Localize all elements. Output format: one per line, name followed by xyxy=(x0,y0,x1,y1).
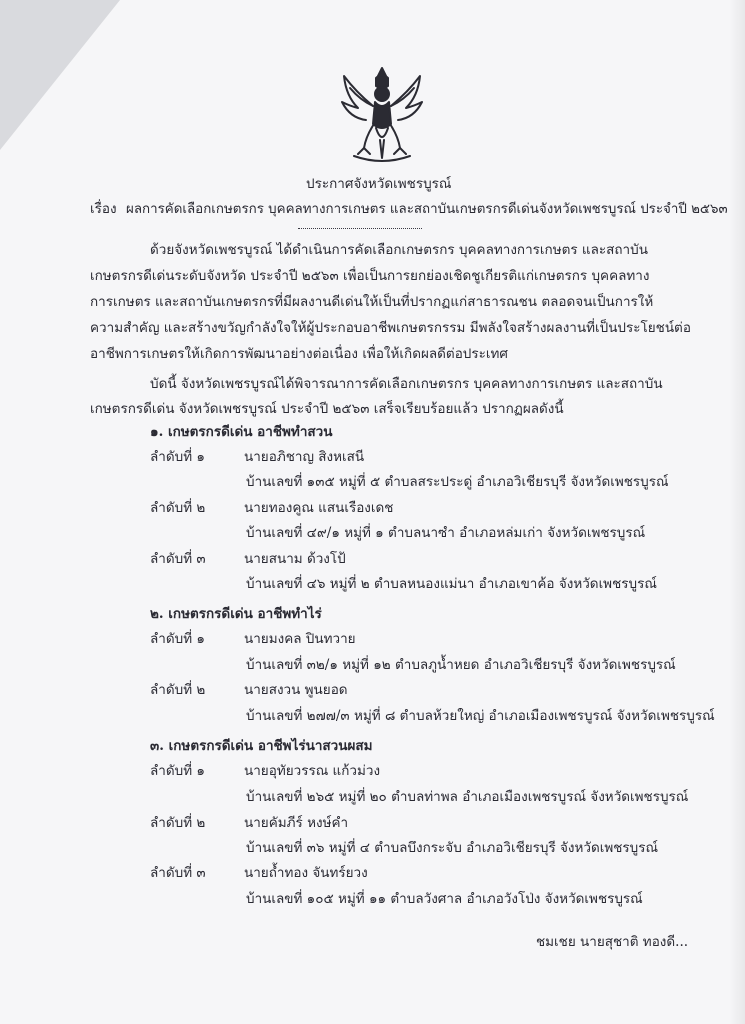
announce-line: บัดนี้ จังหวัดเพชรบูรณ์ได้พิจารณาการคัดเลือกเกษตรกร บุคคลทางการเกษตร และสถาบัน xyxy=(150,376,663,392)
entry-name: นายสงวน พูนยอด xyxy=(244,682,348,698)
entry-address: บ้านเลขที่ ๔๙/๑ หมู่ที่ ๑ ตำบลนาซำ อำเภอหล่มเก่า จังหวัดเพชรบูรณ์ xyxy=(246,525,646,541)
entry-rank: ลำดับที่ ๑ xyxy=(150,763,205,779)
entry-rank: ลำดับที่ ๓ xyxy=(150,551,206,567)
entry-address: บ้านเลขที่ ๑๓๕ หมู่ที่ ๕ ตำบลสระประดู่ อำเภอวิเชียรบุรี จังหวัดเพชรบูรณ์ xyxy=(246,474,669,490)
entry-name: นายมงคล ปินทวาย xyxy=(244,631,356,647)
intro-line: ความสำคัญ และสร้างขวัญกำลังใจให้ผู้ประกอบอาชีพเกษตรกรรม มีพลังใจสร้างผลงานที่เป็นประโยชน์ต่อ xyxy=(90,320,691,336)
intro-line: การเกษตร และสถาบันเกษตรกรที่มีผลงานดีเด่นให้เป็นที่ปรากฏแก่สาธารณชน ตลอดจนเป็นการให้ xyxy=(90,294,654,310)
page-edge-shadow xyxy=(729,0,745,1024)
title-divider xyxy=(298,228,422,229)
entry-rank: ลำดับที่ ๒ xyxy=(150,500,206,516)
entry-address: บ้านเลขที่ ๑๐๕ หมู่ที่ ๑๑ ตำบลวังศาล อำเภอวังโป่ง จังหวัดเพชรบูรณ์ xyxy=(246,891,643,907)
entry-address: บ้านเลขที่ ๔๖ หมู่ที่ ๒ ตำบลหนองแม่นา อำเภอเขาค้อ จังหวัดเพชรบูรณ์ xyxy=(246,576,657,592)
entry-address: บ้านเลขที่ ๓๖ หมู่ที่ ๔ ตำบลบึงกระจับ อำเภอวิเชียรบุรี จังหวัดเพชรบูรณ์ xyxy=(246,840,659,856)
entry-rank: ลำดับที่ ๑ xyxy=(150,449,205,465)
entry-address: บ้านเลขที่ ๒๖๕ หมู่ที่ ๒๐ ตำบลท่าพล อำเภอเมืองเพชรบูรณ์ จังหวัดเพชรบูรณ์ xyxy=(246,789,689,805)
entry-rank: ลำดับที่ ๒ xyxy=(150,815,206,831)
entry-name: นายคัมภีร์ หงษ์คำ xyxy=(244,815,349,831)
intro-line: เกษตรกรดีเด่นระดับจังหวัด ประจำปี ๒๕๖๓ เพื่อเป็นการยกย่องเชิดชูเกียรติแก่เกษตรกร บุคคลทาง xyxy=(90,268,650,284)
entry-name: นายสนาม ด้วงโป้ xyxy=(244,551,346,567)
intro-line: อาชีพการเกษตรให้เกิดการพัฒนาอย่างต่อเนื่อง เพื่อให้เกิดผลดีต่อประเทศ xyxy=(90,346,508,362)
entry-name: นายอภิชาญ สิงหเสนี xyxy=(244,449,365,465)
entry-name: นายถ้ำทอง จันทร์ยวง xyxy=(244,865,368,881)
entry-rank: ลำดับที่ ๑ xyxy=(150,631,205,647)
section-heading: ๓. เกษตรกรดีเด่น อาชีพไร่นาสวนผสม xyxy=(150,738,373,754)
subject-label: เรื่อง xyxy=(90,201,117,217)
section-heading: ๒. เกษตรกรดีเด่น อาชีพทำไร่ xyxy=(150,606,322,622)
entry-address: บ้านเลขที่ ๓๒/๑ หมู่ที่ ๑๒ ตำบลภูน้ำหยด อำเภอวิเชียรบุรี จังหวัดเพชรบูรณ์ xyxy=(246,657,676,673)
continuation-text: ชมเชย นายสุชาติ ทองดี... xyxy=(536,934,689,950)
entry-name: นายอุทัยวรรณ แก้วม่วง xyxy=(244,763,381,779)
entry-rank: ลำดับที่ ๒ xyxy=(150,682,206,698)
announce-line: เกษตรกรดีเด่น จังหวัดเพชรบูรณ์ ประจำปี ๒๕๖๓ เสร็จเรียบร้อยแล้ว ปรากฏผลดังนี้ xyxy=(90,401,564,417)
entry-name: นายทองคูณ แสนเรืองเดช xyxy=(244,500,394,516)
entry-address: บ้านเลขที่ ๒๗๗/๓ หมู่ที่ ๘ ตำบลห้วยใหญ่ อำเภอเมืองเพชรบูรณ์ จังหวัดเพชรบูรณ์ xyxy=(246,708,715,724)
folded-corner xyxy=(0,0,120,150)
intro-line: ด้วยจังหวัดเพชรบูรณ์ ได้ดำเนินการคัดเลือกเกษตรกร บุคคลทางการเกษตร และสถาบัน xyxy=(150,242,648,258)
entry-rank: ลำดับที่ ๓ xyxy=(150,865,206,881)
page-title: ประกาศจังหวัดเพชรบูรณ์ xyxy=(306,176,452,192)
subject-text: ผลการคัดเลือกเกษตรกร บุคคลทางการเกษตร และสถาบันเกษตรกรดีเด่นจังหวัดเพชรบูรณ์ ประจำปี ๒๕๖๓ xyxy=(126,201,728,217)
section-heading: ๑. เกษตรกรดีเด่น อาชีพทำสวน xyxy=(150,424,333,440)
garuda-emblem-icon xyxy=(336,62,428,167)
